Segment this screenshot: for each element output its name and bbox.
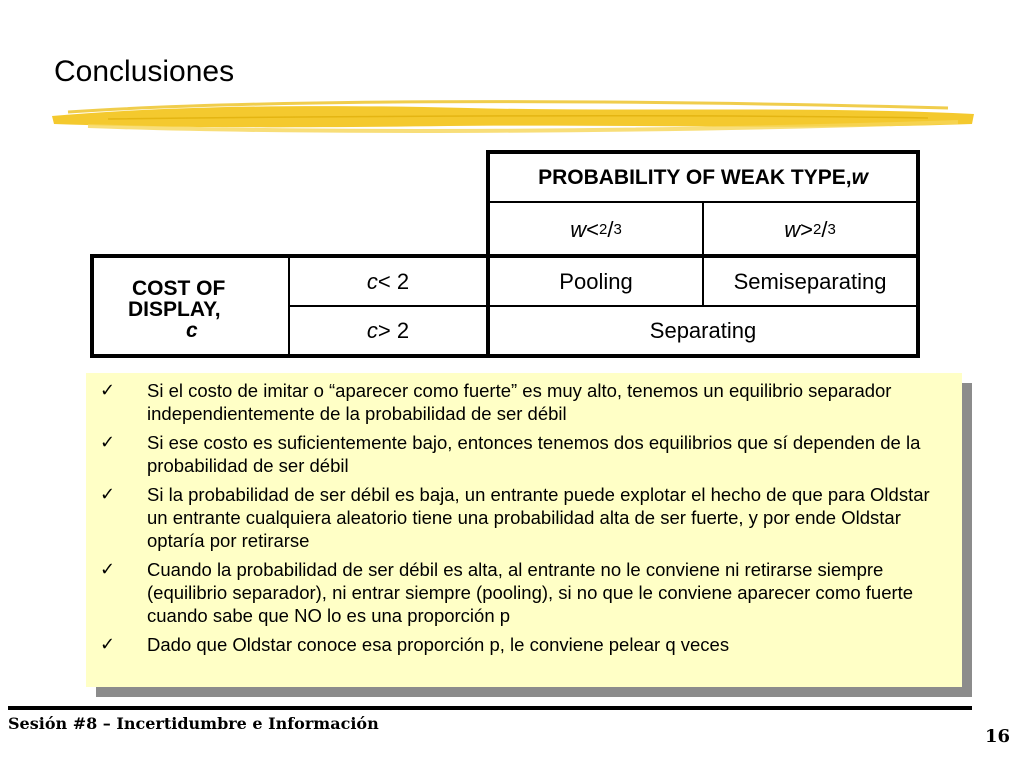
list-item: ✓ Dado que Oldstar conoce esa proporción p, le conviene pelear q veces (100, 634, 730, 655)
list-item: ✓ Si la probabilidad de ser débil es baja, un entrante puede explotar el hecho de que para Oldstar un entrante cualquiera aleatorio tiene una probabilidad alta de ser fuerte, y por ende Oldstar optaría por retirarse (100, 484, 930, 551)
list-item: ✓ Si el costo de imitar o “aparecer como fuerte” es muy alto, tenemos un equilibrio separador independientemente de la probabilidad de ser débil (100, 380, 892, 424)
col-header-high-w: w > 2 / 3 (784, 216, 836, 242)
check-icon: ✓ (100, 559, 116, 580)
row1-condition: c < 2 (366, 269, 410, 294)
check-icon: ✓ (100, 484, 116, 505)
page-number: 16 (984, 726, 1010, 747)
footer-session-label: Sesión #8 – Incertidumbre e Información (8, 714, 379, 733)
probability-header: PROBABILITY OF WEAK TYPE, w (538, 166, 868, 189)
row2-condition: c > 2 (366, 317, 410, 343)
cell-pooling: Pooling (559, 269, 633, 294)
footer-rule (8, 706, 972, 710)
list-item: ✓ Si ese costo es suficientemente bajo, entonces tenemos dos equilibrios que sí dependen de la probabilidad de ser débil (100, 432, 921, 476)
conclusions-note (86, 373, 962, 687)
cell-semiseparating: Semiseparating (733, 269, 887, 294)
check-icon: ✓ (100, 432, 116, 453)
check-icon: ✓ (100, 380, 116, 401)
slide-title: Conclusiones (54, 55, 235, 88)
list-item: ✓ Cuando la probabilidad de ser débil es alta, al entrante no le conviene ni retirarse siempre (equilibrio separador), ni entrar siempre (pooling), si no que le conviene aparecer como fuerte cuando sabe que NO lo es una proporción p (100, 559, 914, 626)
cost-of-display-label: COST OF DISPLAY, c (128, 277, 226, 342)
conclusion-list (86, 379, 962, 662)
highlighter-stroke (48, 94, 978, 136)
check-icon: ✓ (100, 634, 116, 655)
cell-separating: Separating (649, 317, 757, 343)
col-header-low-w: w < 2 / 3 (570, 216, 622, 242)
